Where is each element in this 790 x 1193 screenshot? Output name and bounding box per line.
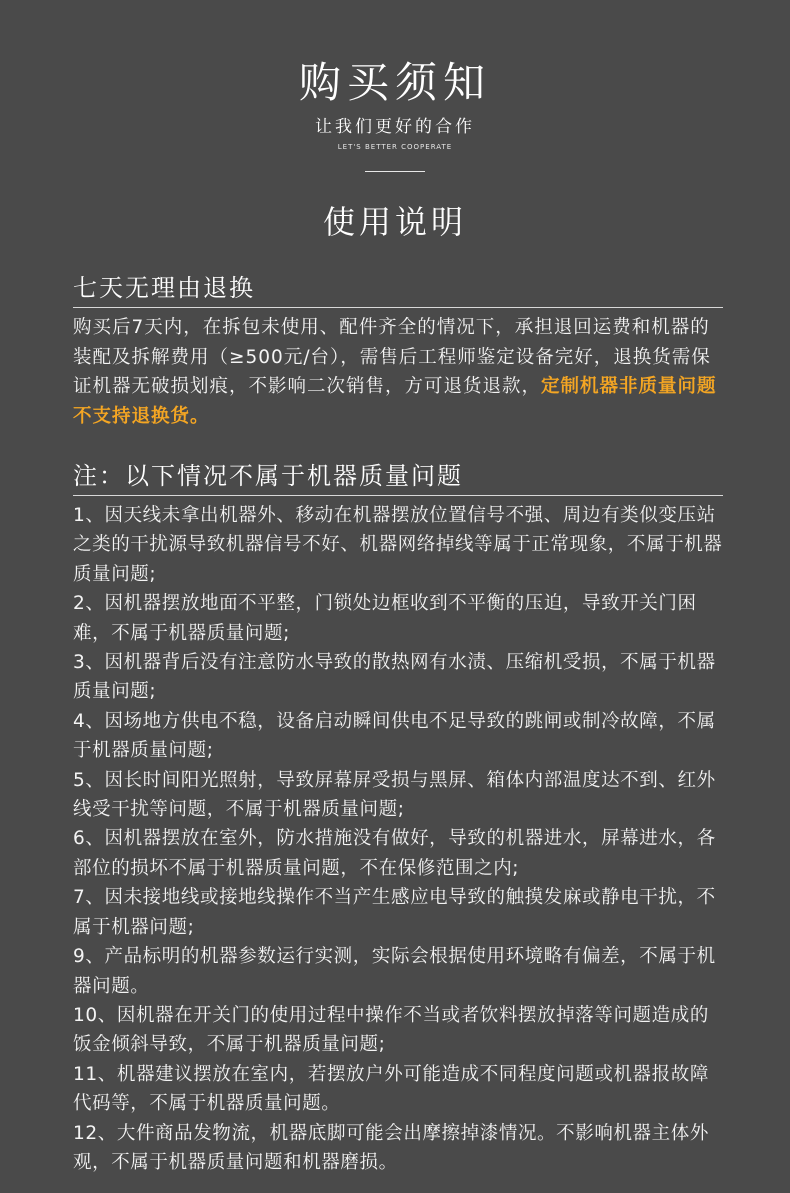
title-divider bbox=[365, 171, 425, 172]
note-item-11: 11、机器建议摆放在室内，若摆放户外可能造成不同程度问题或机器报故障代码等，不属于机器质量问题。 bbox=[73, 1063, 709, 1115]
section-heading: 使用说明 bbox=[322, 203, 467, 241]
note-item-1: 1、因天线未拿出机器外、移动在机器摆放位置信号不强、周边有类似变压站之类的干扰源导致机器信号不好、机器网络掉线等属于正常现象，不属于机器质量问题; bbox=[73, 505, 723, 585]
page-subtitle-english: LET'S BETTER COOPERATE bbox=[337, 143, 453, 151]
note-item-3: 3、因机器背后没有注意防水导致的散热网有水渍、压缩机受损，不属于机器质量问题; bbox=[73, 652, 716, 703]
note-item-4: 4、因场地方供电不稳，设备启动瞬间供电不足导致的跳闸或制冷故障，不属于机器质量问题; bbox=[73, 710, 716, 762]
return-policy-text bbox=[73, 313, 723, 431]
note-item-2: 2、因机器摆放地面不平整，门锁处边框收到不平衡的压迫，导致开关门困难，不属于机器质量问题; bbox=[73, 593, 697, 644]
notes-title: 注：以下情况不属于机器质量问题 bbox=[73, 456, 723, 496]
return-policy-title: 七天无理由退换 bbox=[73, 268, 723, 308]
note-item-9: 9、产品标明的机器参数运行实测，实际会根据使用环境略有偏差，不属于机器问题。 bbox=[73, 946, 716, 997]
note-item-5: 5、因长时间阳光照射，导致屏幕屏受损与黑屏、箱体内部温度达不到、红外线受干扰等问题，不属于机器质量问题; bbox=[73, 769, 716, 821]
notes-list bbox=[73, 501, 723, 1177]
return-policy-body: 购买后7天内，在拆包未使用、配件齐全的情况下，承担退回运费和机器的装配及拆解费用（≥500元/台），需售后工程师鉴定设备完好，退换货需保证机器无破损划痕，不影响二次销售，方可退货退款， bbox=[73, 317, 711, 397]
note-item-10: 10、因机器在开关门的使用过程中操作不当或者饮料摆放掉落等问题造成的饭金倾斜导致，不属于机器质量问题; bbox=[73, 1004, 709, 1056]
page-subtitle: 让我们更好的合作 bbox=[315, 117, 475, 137]
note-item-7: 7、因未接地线或接地线操作不当产生感应电导致的触摸发麻或静电干扰，不属于机器问题; bbox=[73, 887, 716, 938]
note-item-12: 12、大件商品发物流，机器底脚可能会出摩擦掉漆情况。不影响机器主体外观，不属于机器质量问题和机器磨损。 bbox=[73, 1122, 709, 1173]
page-title: 购买须知 bbox=[298, 58, 491, 107]
note-item-6: 6、因机器摆放在室外，防水措施没有做好，导致的机器进水，屏幕进水，各部位的损坏不属于机器质量问题，不在保修范围之内; bbox=[73, 828, 716, 879]
return-policy-highlight: 定制机器非质量问题不支持退换货。 bbox=[73, 376, 717, 427]
